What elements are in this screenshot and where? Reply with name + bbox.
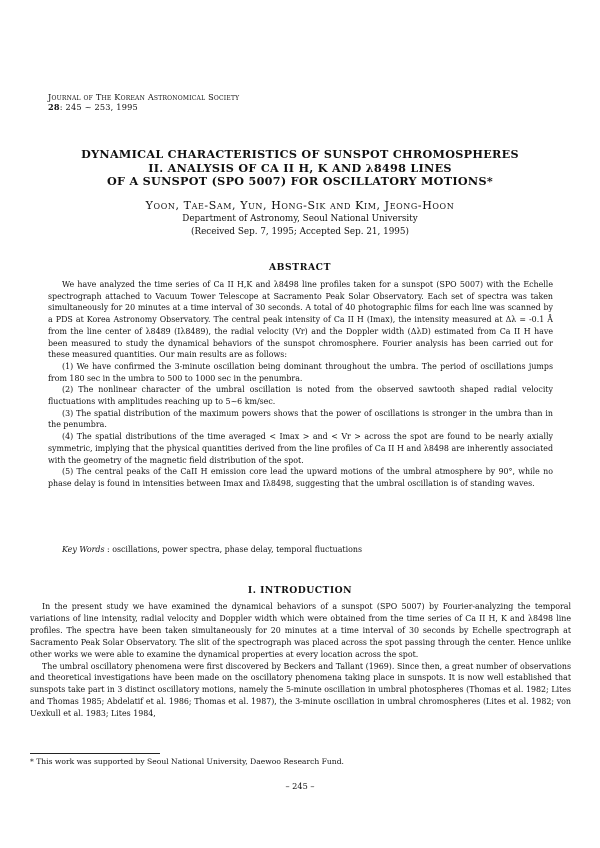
journal-name: Journal of The Korean Astronomical Society bbox=[48, 92, 240, 102]
affiliation-block bbox=[40, 213, 560, 238]
footnote-rule bbox=[30, 753, 160, 754]
keywords-label: Key Words bbox=[62, 545, 105, 554]
abstract-paragraph: (3) The spatial distribution of the maximum powers shows that the power of oscillations is stronger in the umbra than in the penumbra. bbox=[48, 408, 553, 430]
abstract-paragraph: (2) The nonlinear character of the umbral oscillation is noted from the observed sawtooth shaped radial velocity fluctuations with amplitudes reaching up to 5~6 km/sec. bbox=[48, 385, 553, 407]
abstract-paragraph: We have analyzed the time series of Ca II H,K and λ8498 line profiles taken for a sunspot (SPO 5007) with the Echelle spectrograph attached to Vacuum Tower Telescope at Sacramento Peak Solar Observatory. Each set of spectra was taken simultaneously for 20 minutes at a time interval of 30 seconds. A total of 40 photographic films for each line was scanned by a PDS at Korea Astronomy Observatory. The central peak intensity of Ca II H (Imax), the intensity measured at Δλ = -0.1 Å from the line center of λ8489 (Iλ8489), the radial velocity (Vr) and the Doppler width (ΔλD) estimated from Ca II H have been measured to study the dynamical behaviors of the sunspot chromosphere. Fourier analysis has been carried out for these measured quantities. Our main results are as follows: bbox=[48, 280, 553, 360]
introduction-body bbox=[30, 601, 571, 720]
intro-paragraph: The umbral oscillatory phenomena were first discovered by Beckers and Tallant (1969). Since then, a great number of observations and theoretical investigations have been made on the oscillatory phenomena taking place in sunspots. It is now well established that sunspots take part in 3 distinct oscillatory motions, namely the 5-minute oscillation in umbral photospheres (Thomas et al. 1982; Lites and Thomas 1985; Abdelatif et al. 1986; Thomas et al. 1987), the 3-minute oscillation in umbral chromospheres (Lites et al. 1982; von Uexkull et al. 1983; Lites 1984, bbox=[30, 661, 571, 719]
journal-citation bbox=[48, 102, 239, 112]
journal-header bbox=[48, 92, 239, 112]
received-dates: (Received Sep. 7, 1995; Accepted Sep. 21, 1995) bbox=[191, 226, 409, 237]
affiliation: Department of Astronomy, Seoul National University bbox=[182, 214, 418, 224]
abstract-heading: ABSTRACT bbox=[268, 262, 332, 273]
title-line-3: OF A SUNSPOT (SPO 5007) FOR OSCILLATORY MOTIONS* bbox=[107, 174, 493, 188]
journal-volume: 28 bbox=[48, 102, 60, 112]
title-line-1: DYNAMICAL CHARACTERISTICS OF SUNSPOT CHROMOSPHERES bbox=[81, 147, 519, 161]
abstract-body bbox=[48, 279, 553, 490]
abstract-paragraph: (4) The spatial distributions of the time averaged < Imax > and < Vr > across the spot are found to be nearly axially symmetric, implying that the physical quantities derived from the line profiles of Ca II H and λ8498 are inherently associated with the geometry of the magnetic field distribution of the spot. bbox=[48, 432, 553, 465]
author-list: Yoon, Tae-Sam, Yun, Hong-Sik and Kim, Jeong-Hoon bbox=[145, 199, 455, 212]
paper-title bbox=[40, 148, 560, 189]
keywords bbox=[48, 544, 553, 556]
intro-paragraph: In the present study we have examined the dynamical behaviors of a sunspot (SPO 5007) by Fourier-analyzing the temporal variations of line intensity, radial velocity and Doppler width which were obtained from the time series of Ca II H, K and λ8498 line profiles. The spectra have been taken simultaneously for 20 minutes at a time interval of 30 seconds by Echelle spectrograph at Sacramento Peak Solar Observatory. The slit of the spectrograph was placed across the spot passing through the center. Hence unlike other works we were able to examine the dynamical properties at every location across the spot. bbox=[30, 602, 571, 659]
journal-pages: : 245 ~ 253, 1995 bbox=[59, 102, 138, 112]
abstract-paragraph: (1) We have confirmed the 3-minute oscillation being dominant throughout the umbra. The period of oscillations jumps from 180 sec in the umbra to 500 to 1000 sec in the penumbra. bbox=[48, 361, 553, 383]
footnote: * This work was supported by Seoul National University, Daewoo Research Fund. bbox=[30, 757, 344, 766]
page-number: – 245 – bbox=[285, 781, 315, 791]
abstract-paragraph: (5) The central peaks of the CaII H emission core lead the upward motions of the umbral atmosphere by 90°, while no phase delay is found in intensities between Imax and Iλ8498, suggesting that the umbral oscillation is of standing waves. bbox=[48, 467, 553, 488]
keywords-text: : oscillations, power spectra, phase delay, temporal fluctuations bbox=[107, 545, 363, 554]
section-heading: I. INTRODUCTION bbox=[247, 585, 353, 596]
title-line-2: II. ANALYSIS OF CA II H, K AND λ8498 LINES bbox=[148, 160, 452, 175]
